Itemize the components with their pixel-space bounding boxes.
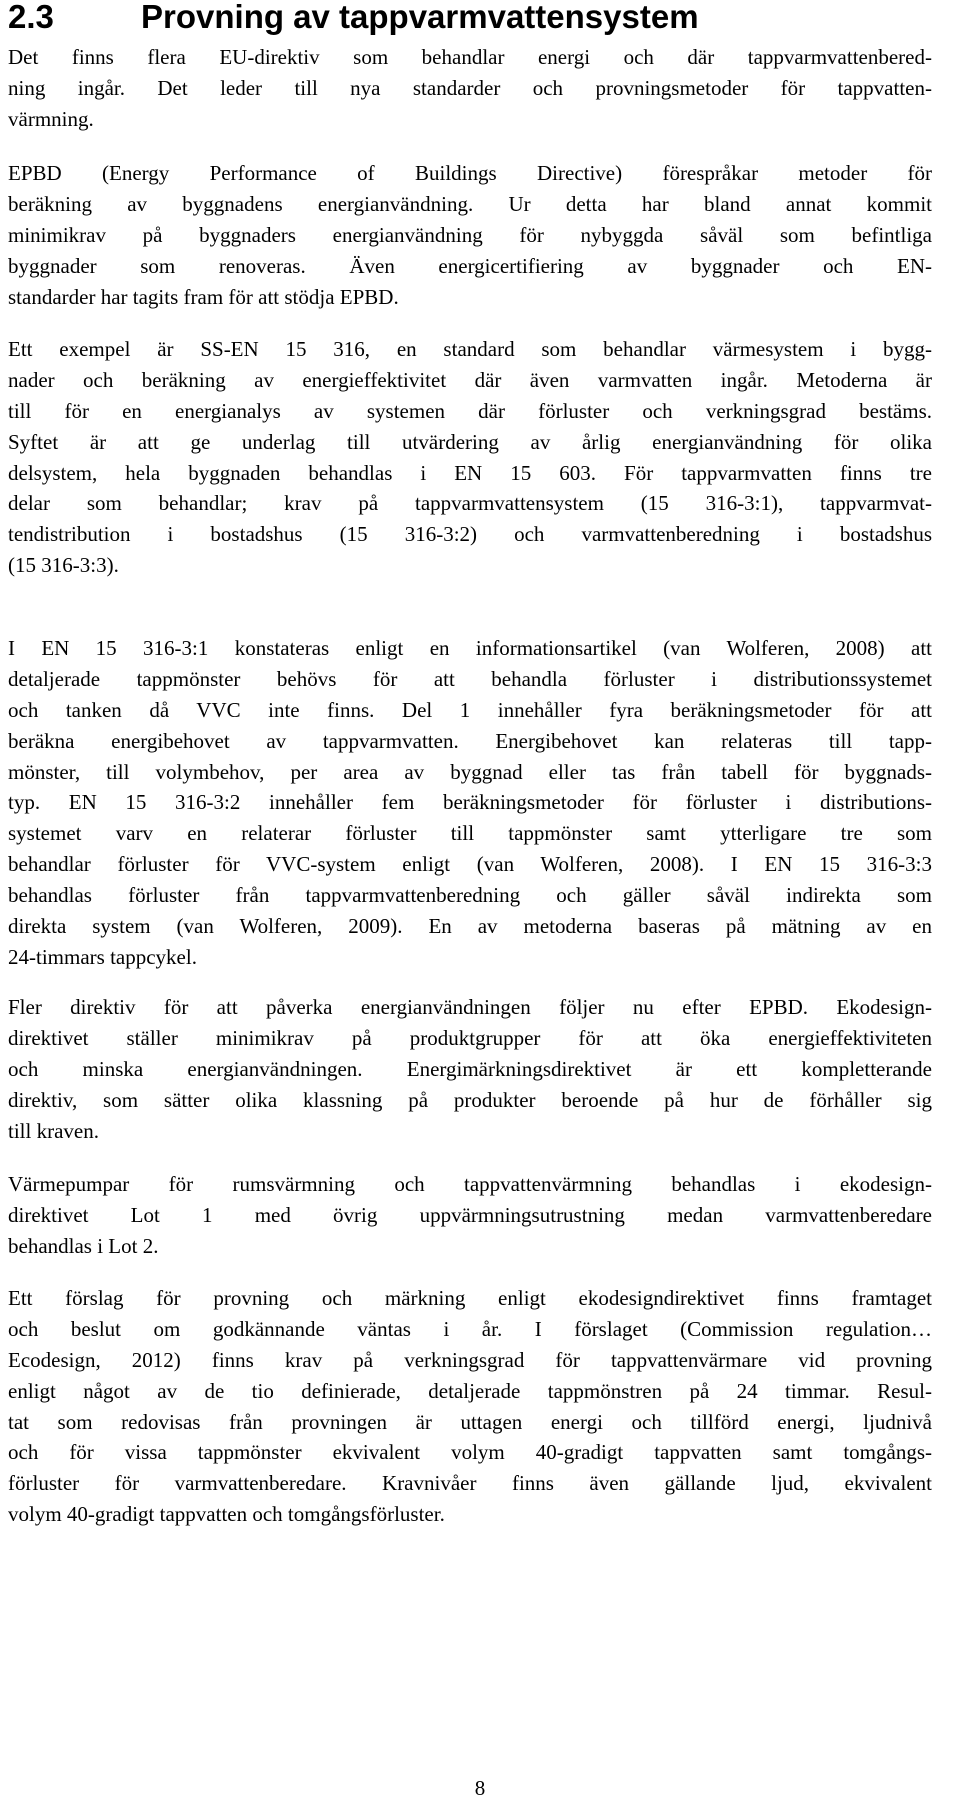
text-line: volym 40-gradigt tappvatten och tomgångsförluster. xyxy=(8,1502,445,1527)
text-line: systemet varv en relaterar förluster till tappmönster samt ytterligare tre som xyxy=(8,821,932,846)
text-line: direktivet ställer minimikrav på produktgrupper för att öka energieffektiviteten xyxy=(8,1025,932,1050)
text-line: standarder har tagits fram för att stödja EPBD. xyxy=(8,284,399,309)
text-line: detaljerade tappmönster behövs för att behandla förluster i distributionssystemet xyxy=(8,666,932,691)
paragraph-3 xyxy=(8,334,932,581)
text-line: byggnader som renoveras. Även energicertifiering av byggnader och EN- xyxy=(8,253,932,278)
text-line: Det finns flera EU-direktiv som behandlar energi och där tappvarmvattenbered- xyxy=(8,45,932,69)
text-line: 24-timmars tappcykel. xyxy=(8,944,197,969)
text-line: Värmepumpar för rumsvärmning och tappvattenvärmning behandlas i ekodesign- xyxy=(8,1172,932,1196)
page-number: 8 xyxy=(474,1776,486,1800)
text-line: direktiv, som sätter olika klassning på produkter beroende på hur de förhåller sig xyxy=(8,1087,932,1112)
text-line: nader och beräkning av energieffektivitet där även varmvatten ingår. Metoderna är xyxy=(8,367,932,392)
text-line: ning ingår. Det leder till nya standarder och provningsmetoder för tappvatten- xyxy=(8,75,932,100)
text-line: direkta system (van Wolferen, 2009). En av metoderna baseras på mätning av en xyxy=(8,914,932,939)
paragraph-4 xyxy=(8,633,932,973)
text-line: (15 316-3:3). xyxy=(8,553,119,578)
paragraph-1 xyxy=(8,42,932,135)
text-line: behandlar förluster för VVC-system enligt (van Wolferen, 2008). I EN 15 316-3:3 xyxy=(8,852,932,877)
text-line: behandlas i Lot 2. xyxy=(8,1233,159,1258)
text-line: typ. EN 15 316-3:2 innehåller fem beräkningsmetoder för förluster i distributions- xyxy=(8,790,932,815)
text-line: behandlas förluster från tappvarmvattenberedning och gäller såväl indirekta som xyxy=(8,883,932,908)
text-line: Ett förslag för provning och märkning enligt ekodesigndirektivet finns framtaget xyxy=(8,1286,932,1310)
text-line: delar som behandlar; krav på tappvarmvattensystem (15 316-3:1), tappvarmvat- xyxy=(8,491,932,516)
text-line: enligt något av de tio definierade, detaljerade tappmönstren på 24 timmar. Resul- xyxy=(8,1378,932,1403)
text-line: beräkna energibehovet av tappvarmvatten. Energibehovet kan relateras till tapp- xyxy=(8,728,932,753)
text-line: till kraven. xyxy=(8,1118,99,1143)
text-line: och beslut om godkännande väntas i år. I förslaget (Commission regulation… xyxy=(8,1316,932,1341)
text-line: Ecodesign, 2012) finns krav på verkningsgrad för tappvattenvärmare vid provning xyxy=(8,1347,932,1372)
text-line: värmning. xyxy=(8,106,94,131)
text-line: I EN 15 316-3:1 konstateras enligt en informationsartikel (van Wolferen, 2008) att xyxy=(8,636,932,660)
paragraph-5 xyxy=(8,992,932,1146)
text-line: och för vissa tappmönster ekvivalent volym 40-gradigt tappvatten samt tomgångs- xyxy=(8,1440,932,1465)
text-line: tat som redovisas från provningen är uttagen energi och tillförd energi, ljudnivå xyxy=(8,1409,932,1434)
section-heading xyxy=(8,0,699,34)
text-line: till för en energianalys av systemen där förluster och verkningsgrad bestäms. xyxy=(8,398,932,423)
text-line: minimikrav på byggnaders energianvändning för nybyggda såväl som befintliga xyxy=(8,222,932,247)
paragraph-6 xyxy=(8,1169,932,1262)
text-line: EPBD (Energy Performance of Buildings Directive) förespråkar metoder för xyxy=(8,161,932,185)
text-line: Ett exempel är SS-EN 15 316, en standard som behandlar värmesystem i bygg- xyxy=(8,337,932,361)
paragraph-7 xyxy=(8,1283,932,1530)
paragraph-2 xyxy=(8,158,932,312)
text-line: beräkning av byggnadens energianvändning. Ur detta har bland annat kommit xyxy=(8,191,932,216)
text-line: förluster för varmvattenberedare. Kravnivåer finns även gällande ljud, ekvivalent xyxy=(8,1471,932,1496)
text-line: direktivet Lot 1 med övrig uppvärmningsutrustning medan varmvattenberedare xyxy=(8,1202,932,1227)
text-line: och tanken då VVC inte finns. Del 1 innehåller fyra beräkningsmetoder för att xyxy=(8,697,932,722)
text-line: tendistribution i bostadshus (15 316-3:2) och varmvattenberedning i bostadshus xyxy=(8,522,932,547)
section-number: 2.3 xyxy=(8,0,54,35)
text-line: Fler direktiv för att påverka energianvändningen följer nu efter EPBD. Ekodesign- xyxy=(8,995,932,1019)
text-line: mönster, till volymbehov, per area av byggnad eller tas från tabell för byggnads- xyxy=(8,759,932,784)
text-line: delsystem, hela byggnaden behandlas i EN 15 603. För tappvarmvatten finns tre xyxy=(8,460,932,485)
section-title: Provning av tappvarmvattensystem xyxy=(141,0,699,35)
text-line: och minska energianvändningen. Energimärkningsdirektivet är ett kompletterande xyxy=(8,1056,932,1081)
text-line: Syftet är att ge underlag till utvärdering av årlig energianvändning för olika xyxy=(8,429,932,454)
